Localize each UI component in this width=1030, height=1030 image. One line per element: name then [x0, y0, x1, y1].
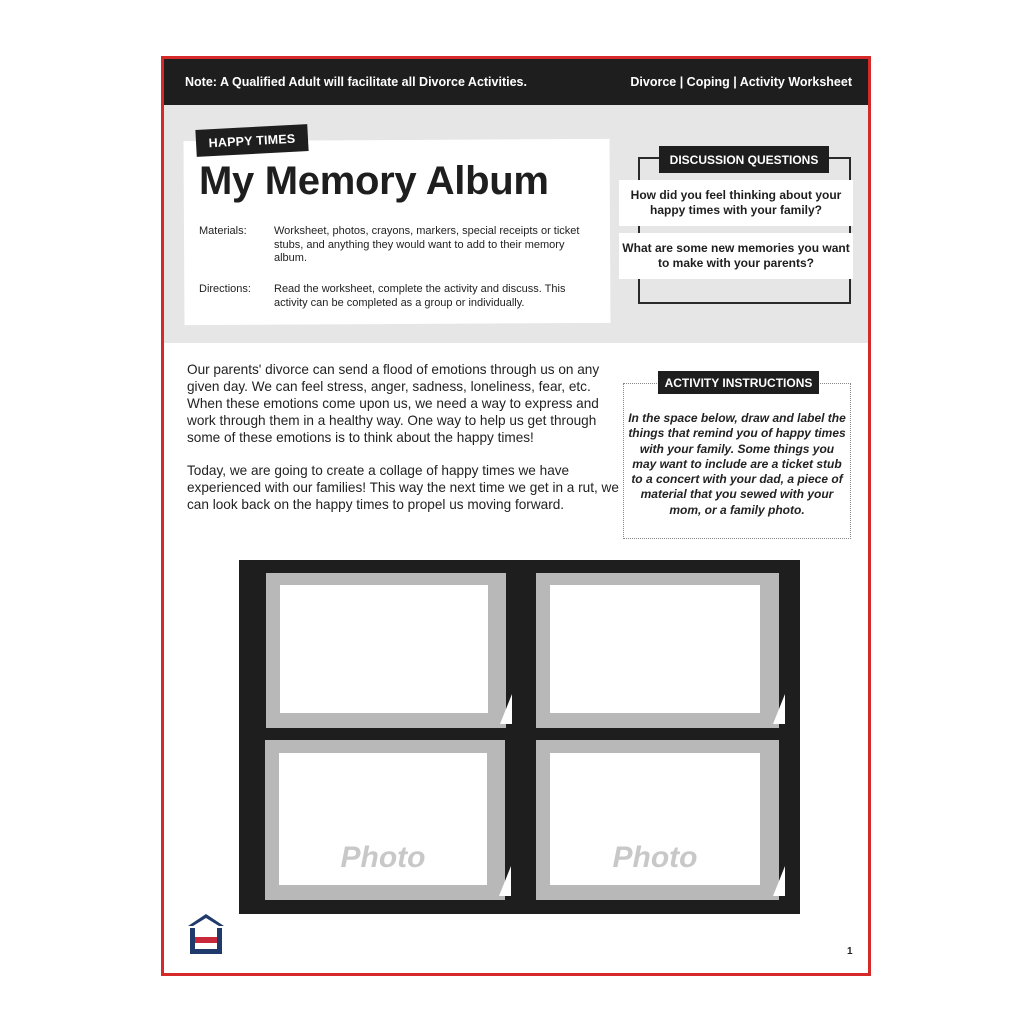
page-curl: [773, 866, 785, 896]
top-bar: [164, 59, 868, 105]
facilitator-note: Note: A Qualified Adult will facilitate all Divorce Activities.: [185, 75, 527, 89]
intro-text: [187, 361, 619, 529]
discussion-question-1: How did you feel thinking about your happy times with your family?: [619, 180, 853, 226]
photo-album: [239, 560, 800, 914]
page-curl: [773, 694, 785, 724]
logo-icon: [186, 912, 226, 958]
discussion-question-2: What are some new memories you want to make with your parents?: [619, 233, 853, 279]
photo-placeholder-label: Photo: [340, 841, 426, 874]
photo-placeholder-label: Photo: [612, 841, 698, 874]
photo-frame: [266, 573, 506, 728]
activity-heading: ACTIVITY INSTRUCTIONS: [658, 371, 819, 394]
activity-instructions: In the space below, draw and label the things that remind you of happy times with your family. Some things you may want to include are a ticket stub to a concert with your dad, a piece of material that you sewed with your mom, or a family photo.: [628, 411, 846, 517]
discussion-heading: DISCUSSION QUESTIONS: [659, 146, 829, 173]
intro-paragraph: Our parents' divorce can send a flood of emotions through us on any given day. We can feel stress, anger, sadness, loneliness, fear, etc. When these emotions come upon us, we need a way to express and work through them in a healthy way. One way to help us get through some of these emotions is to think about the happy times!: [187, 362, 600, 445]
materials-text: Worksheet, photos, crayons, markers, special receipts or ticket stubs, and anything they would want to add to their memory album.: [274, 225, 580, 264]
photo-slot: [280, 585, 488, 713]
page-curl: [499, 866, 511, 896]
photo-frame: [265, 740, 505, 900]
page-number: 1: [847, 946, 853, 957]
worksheet-page: [161, 56, 871, 976]
page-title: My Memory Album: [199, 159, 549, 203]
section-tag: HAPPY TIMES: [195, 124, 308, 157]
page-curl: [500, 694, 512, 724]
intro-paragraph: Today, we are going to create a collage of happy times we have experienced with our families! This way the next time we get in a rut, we can look back on the happy times to propel us moving forward.: [187, 463, 619, 512]
photo-slot: [279, 753, 487, 885]
worksheet-tags: Divorce | Coping | Activity Worksheet: [630, 75, 852, 89]
photo-frame: [536, 740, 779, 900]
directions-label: Directions:: [199, 283, 251, 295]
photo-slot: [550, 585, 760, 713]
directions-text: Read the worksheet, complete the activity and discuss. This activity can be completed as a group or individually.: [274, 283, 566, 309]
photo-slot: [550, 753, 760, 885]
photo-frame: [536, 573, 779, 728]
materials-label: Materials:: [199, 225, 247, 237]
